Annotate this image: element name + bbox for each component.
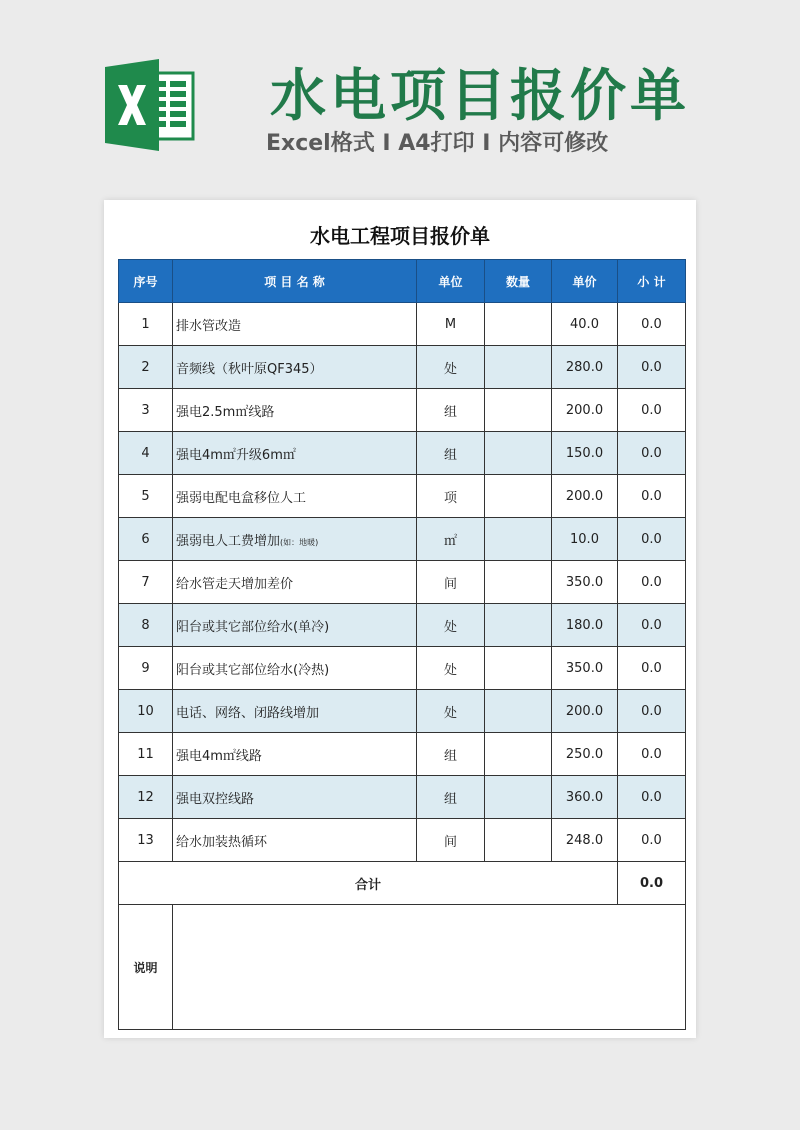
cell-no: 1 [119, 303, 173, 346]
cell-name[interactable] [173, 561, 417, 604]
cell-no: 11 [119, 733, 173, 776]
table-row [119, 776, 686, 819]
total-value[interactable]: 0.0 [618, 862, 686, 905]
table-row [119, 561, 686, 604]
table-row [119, 819, 686, 862]
cell-unit[interactable]: 处 [417, 604, 485, 647]
cell-qty[interactable] [485, 647, 552, 690]
cell-name[interactable] [173, 303, 417, 346]
column-header-qty: 数量 [485, 260, 552, 303]
sheet-title: 水电工程项目报价单 [310, 224, 490, 248]
table-row [119, 346, 686, 389]
cell-subtotal[interactable]: 0.0 [618, 647, 686, 690]
item-name-text: 电话、网络、闭路线增加 [176, 705, 320, 721]
cell-qty[interactable] [485, 432, 552, 475]
cell-qty[interactable] [485, 819, 552, 862]
cell-no: 10 [119, 690, 173, 733]
cell-price[interactable]: 280.0 [552, 346, 618, 389]
cell-subtotal[interactable]: 0.0 [618, 690, 686, 733]
quote-sheet [104, 200, 696, 1038]
cell-price[interactable]: 10.0 [552, 518, 618, 561]
cell-price[interactable]: 180.0 [552, 604, 618, 647]
table-row [119, 733, 686, 776]
table-row [119, 604, 686, 647]
table-row [119, 690, 686, 733]
cell-no: 7 [119, 561, 173, 604]
cell-qty[interactable] [485, 346, 552, 389]
cell-name[interactable] [173, 819, 417, 862]
total-row [119, 862, 686, 905]
cell-unit[interactable]: 处 [417, 647, 485, 690]
item-name-text: 强电双控线路 [176, 791, 255, 807]
cell-name[interactable] [173, 389, 417, 432]
page-subtitle: Excel格式 I A4打印 I 内容可修改 [266, 131, 609, 156]
cell-qty[interactable] [485, 561, 552, 604]
cell-subtotal[interactable]: 0.0 [618, 819, 686, 862]
item-name-text: 强电2.5m㎡线路 [176, 404, 275, 420]
cell-no: 4 [119, 432, 173, 475]
cell-name[interactable] [173, 518, 417, 561]
cell-unit[interactable]: 间 [417, 819, 485, 862]
cell-subtotal[interactable]: 0.0 [618, 432, 686, 475]
column-header-name: 项 目 名 称 [173, 260, 417, 303]
cell-no: 8 [119, 604, 173, 647]
cell-no: 3 [119, 389, 173, 432]
remark-label: 说明 [119, 905, 173, 1030]
column-header-no: 序号 [119, 260, 173, 303]
item-name-text: 音频线（秋叶原QF345） [176, 361, 323, 377]
cell-name[interactable] [173, 475, 417, 518]
cell-qty[interactable] [485, 303, 552, 346]
cell-qty[interactable] [485, 518, 552, 561]
item-name-text: 给水加装热循环 [176, 834, 268, 850]
cell-price[interactable]: 248.0 [552, 819, 618, 862]
cell-price[interactable]: 250.0 [552, 733, 618, 776]
cell-no: 9 [119, 647, 173, 690]
cell-qty[interactable] [485, 475, 552, 518]
cell-subtotal[interactable]: 0.0 [618, 518, 686, 561]
cell-qty[interactable] [485, 776, 552, 819]
cell-unit[interactable]: 组 [417, 432, 485, 475]
page-title: 水电项目报价单 [270, 64, 690, 129]
cell-unit[interactable]: 项 [417, 475, 485, 518]
cell-unit[interactable]: M [417, 303, 485, 346]
cell-price[interactable]: 360.0 [552, 776, 618, 819]
cell-subtotal[interactable]: 0.0 [618, 346, 686, 389]
quote-table [118, 259, 686, 1030]
cell-subtotal[interactable]: 0.0 [618, 733, 686, 776]
cell-unit[interactable]: 处 [417, 346, 485, 389]
item-name-text: 强电4m㎡线路 [176, 748, 262, 764]
cell-unit[interactable]: 组 [417, 389, 485, 432]
cell-name[interactable] [173, 690, 417, 733]
remark-content[interactable] [173, 905, 686, 1030]
item-name-text: 强弱电配电盒移位人工 [176, 490, 307, 506]
cell-price[interactable]: 150.0 [552, 432, 618, 475]
item-name-text: 阳台或其它部位给水(单冷) [176, 619, 330, 635]
cell-unit[interactable]: 组 [417, 733, 485, 776]
cell-subtotal[interactable]: 0.0 [618, 776, 686, 819]
cell-subtotal[interactable]: 0.0 [618, 604, 686, 647]
cell-subtotal[interactable]: 0.0 [618, 303, 686, 346]
cell-name[interactable] [173, 647, 417, 690]
cell-qty[interactable] [485, 389, 552, 432]
item-name-text: 强电4m㎡升级6m㎡ [176, 447, 296, 463]
cell-subtotal[interactable]: 0.0 [618, 561, 686, 604]
cell-price[interactable]: 40.0 [552, 303, 618, 346]
cell-qty[interactable] [485, 604, 552, 647]
cell-subtotal[interactable]: 0.0 [618, 389, 686, 432]
cell-price[interactable]: 200.0 [552, 690, 618, 733]
column-header-subtotal: 小 计 [618, 260, 686, 303]
cell-no: 12 [119, 776, 173, 819]
cell-unit[interactable]: ㎡ [417, 518, 485, 561]
cell-no: 6 [119, 518, 173, 561]
cell-name[interactable] [173, 432, 417, 475]
cell-price[interactable]: 350.0 [552, 647, 618, 690]
table-row [119, 303, 686, 346]
cell-subtotal[interactable]: 0.0 [618, 475, 686, 518]
watermark [56, 479, 73, 508]
column-header-unit: 单位 [417, 260, 485, 303]
cell-name[interactable] [173, 604, 417, 647]
cell-qty[interactable] [485, 733, 552, 776]
item-name-text: 阳台或其它部位给水(冷热) [176, 662, 330, 678]
cell-price[interactable]: 350.0 [552, 561, 618, 604]
item-name-text: 强弱电人工费增加 [176, 533, 281, 549]
table-row [119, 432, 686, 475]
table-row [119, 475, 686, 518]
cell-unit[interactable]: 间 [417, 561, 485, 604]
cell-no: 13 [119, 819, 173, 862]
cell-name[interactable] [173, 733, 417, 776]
cell-name[interactable] [173, 346, 417, 389]
table-row [119, 389, 686, 432]
cell-unit[interactable]: 处 [417, 690, 485, 733]
total-label: 合计 [119, 862, 618, 905]
column-header-price: 单价 [552, 260, 618, 303]
excel-icon [103, 55, 203, 155]
remark-row [119, 905, 686, 1030]
item-note-text: (如：地暖) [280, 537, 319, 547]
cell-no: 2 [119, 346, 173, 389]
cell-price[interactable]: 200.0 [552, 389, 618, 432]
item-name-text: 排水管改造 [176, 318, 242, 334]
cell-price[interactable]: 200.0 [552, 475, 618, 518]
table-row [119, 518, 686, 561]
item-name-text: 给水管走天增加差价 [176, 576, 294, 592]
table-row [119, 647, 686, 690]
cell-qty[interactable] [485, 690, 552, 733]
table-header-row [119, 260, 686, 303]
cell-no: 5 [119, 475, 173, 518]
cell-name[interactable] [173, 776, 417, 819]
cell-unit[interactable]: 组 [417, 776, 485, 819]
